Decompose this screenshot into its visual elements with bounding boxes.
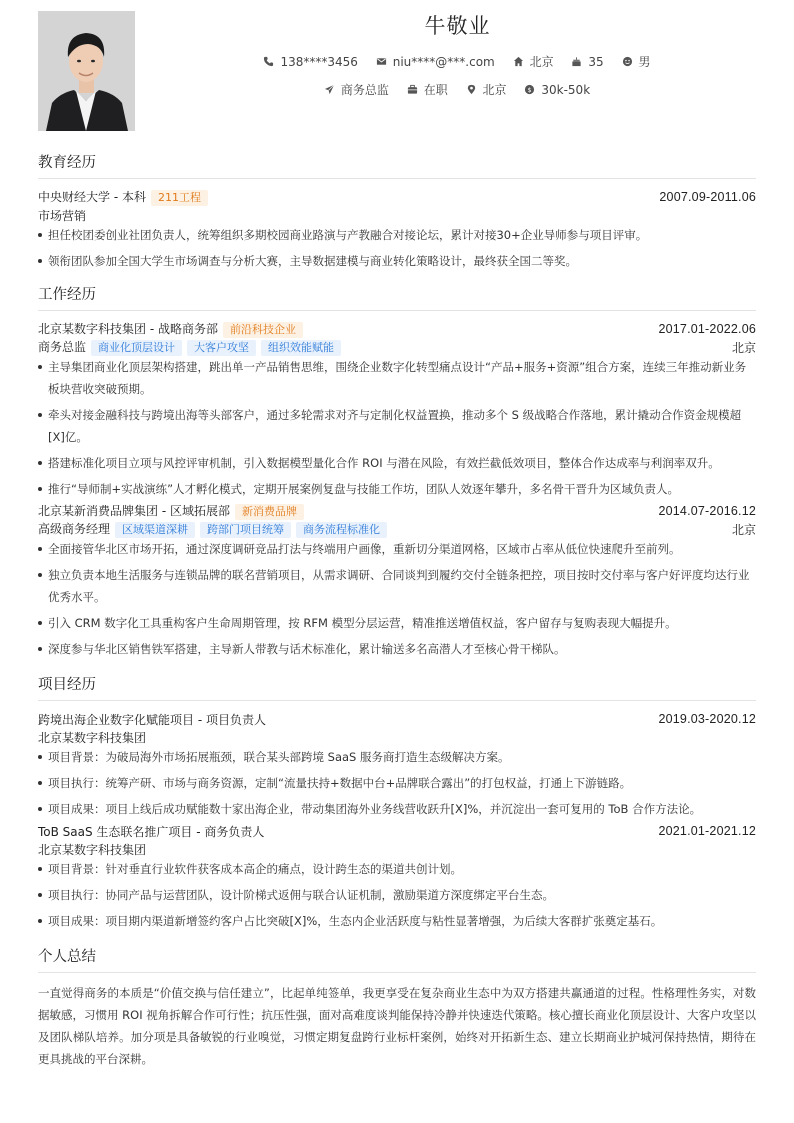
list-item: 担任校团委创业社团负责人，统筹组织多期校园商业路演与产教融合对接论坛，累计对接30+企业导师参与项目评审。 bbox=[38, 224, 756, 246]
project-name: 跨境出海企业数字化赋能项目 - 项目负责人 bbox=[38, 712, 266, 727]
list-item: 全面接管华北区市场开拓，通过深度调研竞品打法与终端用户画像，重新切分渠道网格，区域市占率从低位快速爬升至前列。 bbox=[38, 538, 756, 560]
company-tag: 新消费品牌 bbox=[235, 504, 304, 520]
major: 市场营销 bbox=[38, 208, 87, 223]
list-item: 项目背景：为破局海外市场拓展瓶颈，联合某头部跨境 SaaS 服务商打造生态级解决方案。 bbox=[38, 746, 756, 768]
list-item: 牵头对接金融科技与跨境出海等头部客户，通过多轮需求对齐与定制化权益置换，推动多个 S 级战略合作落地，累计撬动合作资金规模超[X]亿。 bbox=[38, 404, 756, 448]
role-line bbox=[38, 520, 756, 538]
summary-text: 一直觉得商务的本质是“价值交换与信任建立”，比起单纯签单，我更享受在复杂商业生态中为双方搭建共赢通道的过程。性格理性务实，对数据敏感，习惯用 ROI 视角拆解合作可行性；抗压性强，面对高难度谈判能保持冷静并快速迭代策略。核心擅长商业化顶层设计、大客户攻坚以及团队梯队培养。加分项是具备敏锐的行业嗅觉，习惯定期复盘跨行业标杆案例，始终对开拓新生态、建立长期商业护城河保持热情，期待在更具挑战的平台深耕。 bbox=[38, 986, 756, 1066]
education-bullets bbox=[38, 224, 756, 272]
project-entry bbox=[38, 822, 756, 932]
job-status-text: 在职 bbox=[423, 83, 448, 97]
list-item: 搭建标准化项目立项与风控评审机制，引入数据模型量化合作 ROI 与潜在风险，有效拦截低效项目，整体合作达成率与利润率双升。 bbox=[38, 452, 756, 474]
job-date: 2014.07-2016.12 bbox=[658, 504, 756, 518]
job-location-text: 北京 bbox=[482, 83, 507, 97]
gender-text: 男 bbox=[638, 55, 651, 69]
list-item: 领衔团队参加全国大学生市场调查与分析大赛，主导数据建模与商业转化策略设计，最终获全国二等奖。 bbox=[38, 250, 756, 272]
project-bullets bbox=[38, 746, 756, 820]
list-item: 独立负责本地生活服务与连锁品牌的联名营销项目，从需求调研、合同谈判到履约交付全链条把控，项目按时交付率与客户好评度均达行业优秀水平。 bbox=[38, 564, 756, 608]
list-item: 深度参与华北区销售铁军搭建，主导新人带教与话术标准化，累计输送多名高潜人才至核心骨干梯队。 bbox=[38, 638, 756, 660]
list-item: 推行“导师制+实战演练”人才孵化模式，定期开展案例复盘与技能工作坊，团队人效逐年攀升，多名骨干晋升为区域负责人。 bbox=[38, 478, 756, 500]
job-city: 北京 bbox=[731, 340, 756, 355]
education-entry-head bbox=[38, 188, 756, 206]
school-name: 中央财经大学 - 本科 bbox=[38, 190, 146, 204]
job-entry-head bbox=[38, 502, 756, 520]
job-status bbox=[407, 81, 448, 98]
send-icon bbox=[324, 84, 335, 95]
age-text: 35 bbox=[588, 54, 604, 69]
project-org-line bbox=[38, 728, 756, 746]
job-city: 北京 bbox=[731, 522, 756, 537]
home-city-text: 北京 bbox=[529, 55, 554, 69]
face-icon bbox=[622, 56, 633, 67]
home-icon bbox=[513, 56, 524, 67]
email-text: niu****@***.com bbox=[392, 54, 495, 69]
project-name: ToB SaaS 生态联名推广项目 - 商务负责人 bbox=[38, 824, 265, 839]
skill-tag: 大客户攻坚 bbox=[187, 340, 256, 356]
job-location bbox=[466, 81, 507, 98]
candidate-name: 牛敬业 bbox=[424, 14, 491, 38]
company-name: 北京某数字科技集团 - 战略商务部 bbox=[38, 322, 218, 336]
mail-icon bbox=[376, 56, 387, 67]
section-title: 教育经历 bbox=[38, 151, 756, 179]
job-intent-row bbox=[135, 81, 779, 98]
list-item: 项目成果：项目期内渠道新增签约客户占比突破[X]%，生态内企业活跃度与粘性显著增强，为后续大客群扩张奠定基石。 bbox=[38, 910, 756, 932]
role-name: 商务总监 bbox=[38, 340, 87, 354]
project-entry-head bbox=[38, 822, 756, 840]
job-entry bbox=[38, 320, 756, 500]
list-item: 引入 CRM 数字化工具重构客户生命周期管理，按 RFM 模型分层运营，精准推送增值权益，客户留存与复购表现大幅提升。 bbox=[38, 612, 756, 634]
project-date: 2019.03-2020.12 bbox=[658, 712, 756, 726]
projects-section bbox=[38, 673, 756, 936]
job-date: 2017.01-2022.06 bbox=[658, 322, 756, 336]
job-entry bbox=[38, 502, 756, 660]
money-icon bbox=[524, 84, 535, 95]
briefcase-icon bbox=[407, 84, 418, 95]
list-item: 项目背景：针对垂直行业软件获客成本高企的痛点，设计跨生态的渠道共创计划。 bbox=[38, 858, 756, 880]
education-date: 2007.09-2011.06 bbox=[659, 190, 756, 204]
list-item: 主导集团商业化顶层架构搭建，跳出单一产品销售思维，围绕企业数字化转型痛点设计“产品+服务+资源”组合方案，连续三年推动新业务板块营收突破预期。 bbox=[38, 356, 756, 400]
major-line bbox=[38, 206, 756, 224]
project-org: 北京某数字科技集团 bbox=[38, 730, 147, 745]
salary-text: 30k-50k bbox=[541, 82, 591, 97]
contact-phone bbox=[263, 55, 357, 69]
work-section bbox=[38, 283, 756, 664]
skill-tag: 商务流程标准化 bbox=[296, 522, 387, 538]
contact-home bbox=[513, 53, 554, 70]
svg-text:$: $ bbox=[527, 85, 532, 94]
project-entry bbox=[38, 710, 756, 820]
skill-tag: 组织效能赋能 bbox=[261, 340, 341, 356]
list-item: 项目执行：协同产品与运营团队，设计阶梯式返佣与联合认证机制，激励渠道方深度绑定平台生态。 bbox=[38, 884, 756, 906]
project-entry-head bbox=[38, 710, 756, 728]
cake-icon bbox=[571, 56, 582, 67]
job-bullets bbox=[38, 356, 756, 500]
job-title-text: 商务总监 bbox=[340, 83, 389, 97]
section-title: 个人总结 bbox=[38, 945, 756, 973]
role-line bbox=[38, 338, 756, 356]
project-bullets bbox=[38, 858, 756, 932]
section-title: 项目经历 bbox=[38, 673, 756, 701]
summary-section bbox=[38, 945, 756, 1070]
job-bullets bbox=[38, 538, 756, 660]
school-tag: 211工程 bbox=[151, 190, 208, 206]
list-item: 项目执行：统筹产研、市场与商务资源，定制“流量扶持+数据中台+品牌联合露出”的打包权益，打通上下游链路。 bbox=[38, 772, 756, 794]
location-icon bbox=[466, 84, 477, 95]
contact-gender bbox=[622, 53, 651, 70]
company-tag: 前沿科技企业 bbox=[223, 322, 303, 338]
role-name: 高级商务经理 bbox=[38, 522, 111, 536]
contact-row bbox=[135, 53, 779, 70]
list-item: 项目成果：项目上线后成功赋能数十家出海企业，带动集团海外业务线营收跃升[X]%，并沉淀出一套可复用的 ToB 合作方法论。 bbox=[38, 798, 756, 820]
skill-tag: 商业化顶层设计 bbox=[91, 340, 182, 356]
phone-text: 138****3456 bbox=[280, 54, 358, 69]
contact-age bbox=[571, 55, 603, 69]
job-salary bbox=[524, 83, 590, 97]
contact-email bbox=[376, 55, 495, 69]
section-title: 工作经历 bbox=[38, 283, 756, 311]
education-section bbox=[38, 151, 756, 276]
project-org-line bbox=[38, 840, 756, 858]
skill-tag: 区域渠道深耕 bbox=[115, 522, 195, 538]
job-title bbox=[324, 81, 389, 98]
company-name: 北京某新消费品牌集团 - 区域拓展部 bbox=[38, 504, 230, 518]
project-org: 北京某数字科技集团 bbox=[38, 842, 147, 857]
job-entry-head bbox=[38, 320, 756, 338]
skill-tag: 跨部门项目统筹 bbox=[200, 522, 291, 538]
project-date: 2021.01-2021.12 bbox=[658, 824, 756, 838]
phone-icon bbox=[263, 56, 274, 67]
